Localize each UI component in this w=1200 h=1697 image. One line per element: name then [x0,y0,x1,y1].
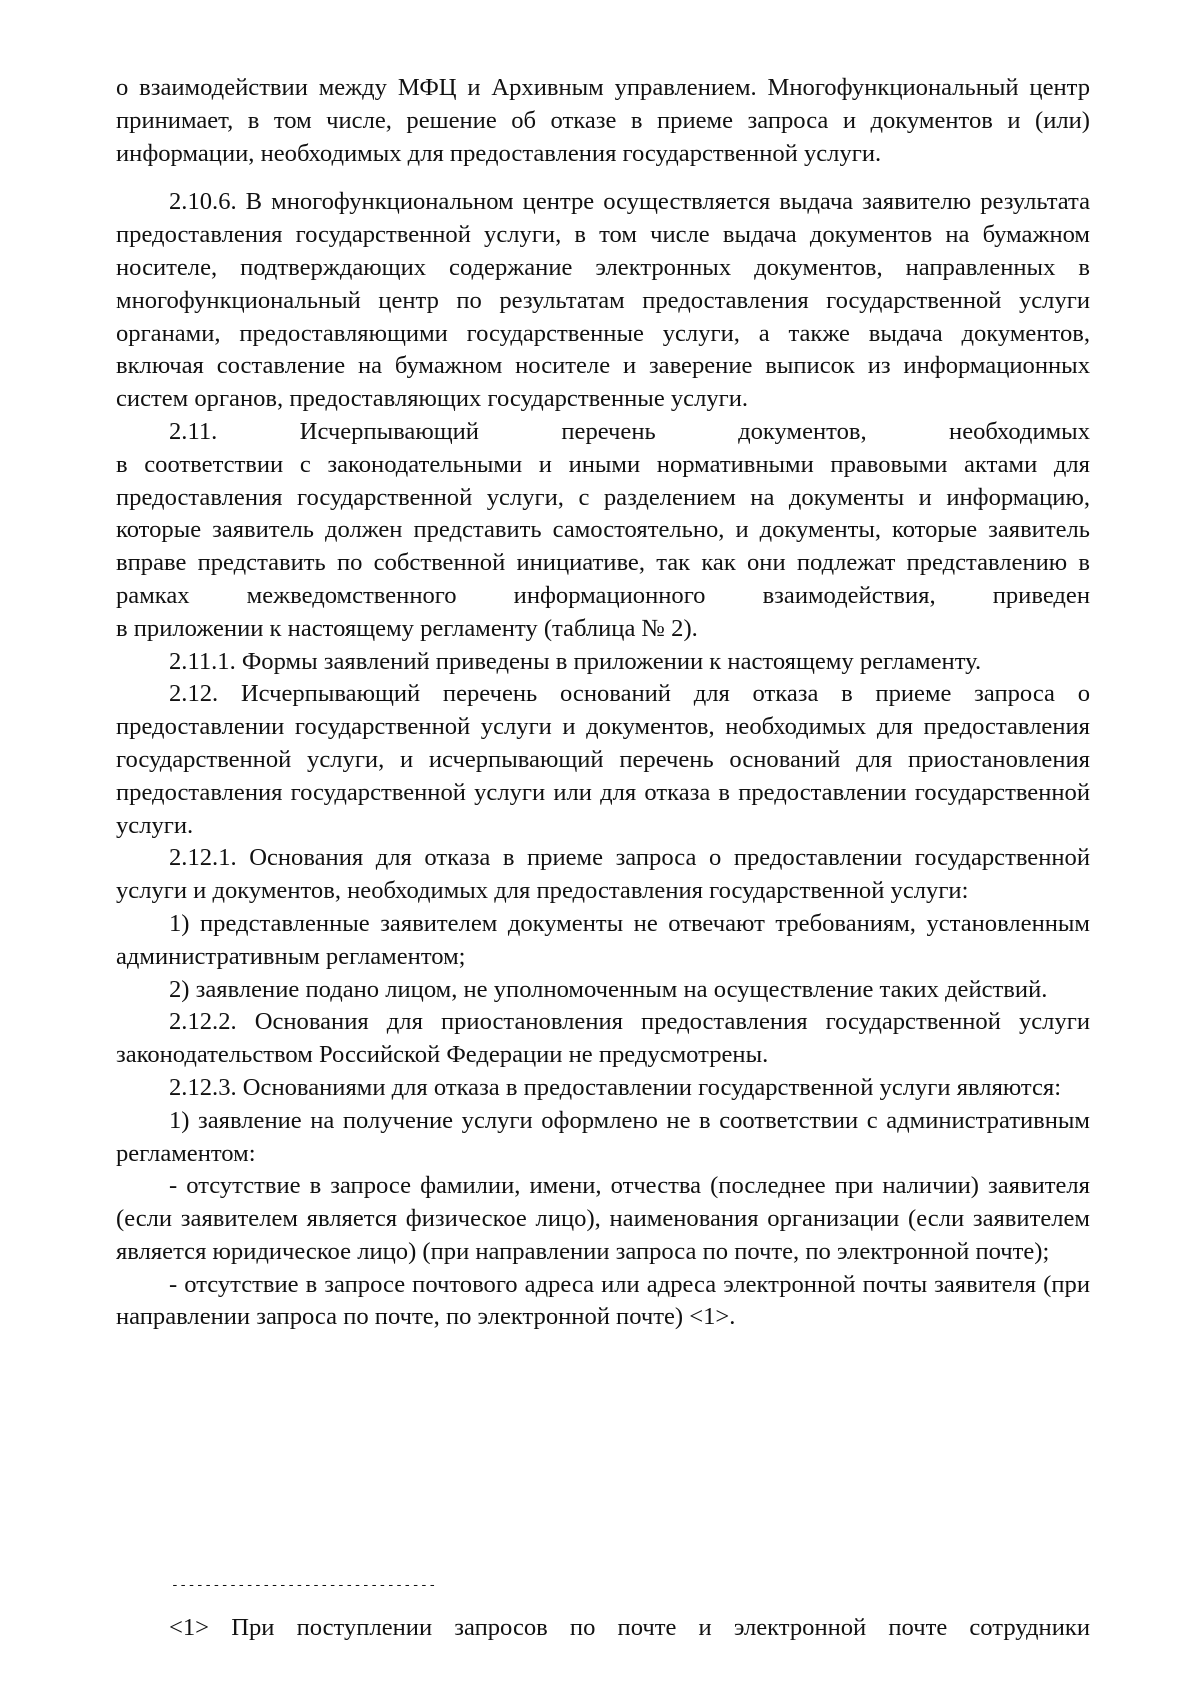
paragraph-continuation: о взаимодействии между МФЦ и Архивным управлением. Многофункциональный центр принимает, в том числе, решение об отказе в приеме запроса и документов и (или) информации, необходимых для предоставления государственной услуги. [116,74,1090,167]
paragraph-2-12: 2.12. Исчерпывающий перечень оснований для отказа в приеме запроса о предоставлении государственной услуги и документов, необходимых для предоставления государственной услуги, и исчерпывающий перечень оснований для приостановления предоставления государственной услуги или для отказа в предоставлении государственной услуги. [116,680,1090,839]
list-item-2-12-1-2: 2) заявление подано лицом, не уполномоченным на осуществление таких действий. [169,975,1048,1003]
paragraph-2-11-end: в приложении к настоящему регламенту (таблица № 2). [116,614,698,642]
paragraph-2-12-2: 2.12.2. Основания для приостановления предоставления государственной услуги законодательством Российской Федерации не предусмотрены. [116,1008,1090,1069]
paragraph-2-11-1: 2.11.1. Формы заявлений приведены в приложении к настоящему регламенту. [169,647,982,675]
document-body [116,72,1090,1334]
dash-item-name: - отсутствие в запросе фамилии, имени, отчества (последнее при наличии) заявителя (если заявителем является физическое лицо), наименования организации (если заявителем является юридическое лицо) (при направлении запроса по почте, по электронной почте); [116,1172,1090,1265]
footnote-text: <1> При поступлении запросов по почте и электронной почте сотрудники [169,1614,1090,1641]
paragraph-2-12-1: 2.12.1. Основания для отказа в приеме запроса о предоставлении государственной услуги и документов, необходимых для предоставления государственной услуги: [116,844,1090,905]
paragraph-2-10-6: 2.10.6. В многофункциональном центре осуществляется выдача заявителю результата предоставления государственной услуги, в том числе выдача документов на бумажном носителе, подтверждающих содержание электронных документов, направленных в многофункциональный центр по результатам предоставления государственной услуги органами, предоставляющими государственные услуги, а также выдача документов, включая составление на бумажном носителе и заверение выписок из информационных систем органов, предоставляющих государственные услуги. [116,188,1090,413]
list-item-2-12-3-1: 1) заявление на получение услуги оформлено не в соответствии с административным регламентом: [116,1106,1090,1167]
dash-item-address: - отсутствие в запросе почтового адреса или адреса электронной почты заявителя (при направлении запроса по почте, по электронной почте) <1>. [116,1270,1090,1331]
paragraph-2-11-body: в соответствии с законодательными и иными нормативными правовыми актами для предоставления государственной услуги, с разделением на документы и информацию, которые заявитель должен представить самостоятельно, и документы, которые заявитель вправе представить по собственной инициативе, так как они подлежат представлению в рамках межведомственного информационного взаимодействия, приведен [116,450,1090,609]
list-item-2-12-1-1: 1) представленные заявителем документы не отвечают требованиям, установленным административным регламентом; [116,909,1090,970]
paragraph-2-11-heading: 2.11. Исчерпывающий перечень документов, необходимых [169,417,1090,445]
paragraph-2-12-3: 2.12.3. Основаниями для отказа в предоставлении государственной услуги являются: [169,1073,1062,1101]
footnote-separator: -------------------------------- [171,1579,437,1593]
